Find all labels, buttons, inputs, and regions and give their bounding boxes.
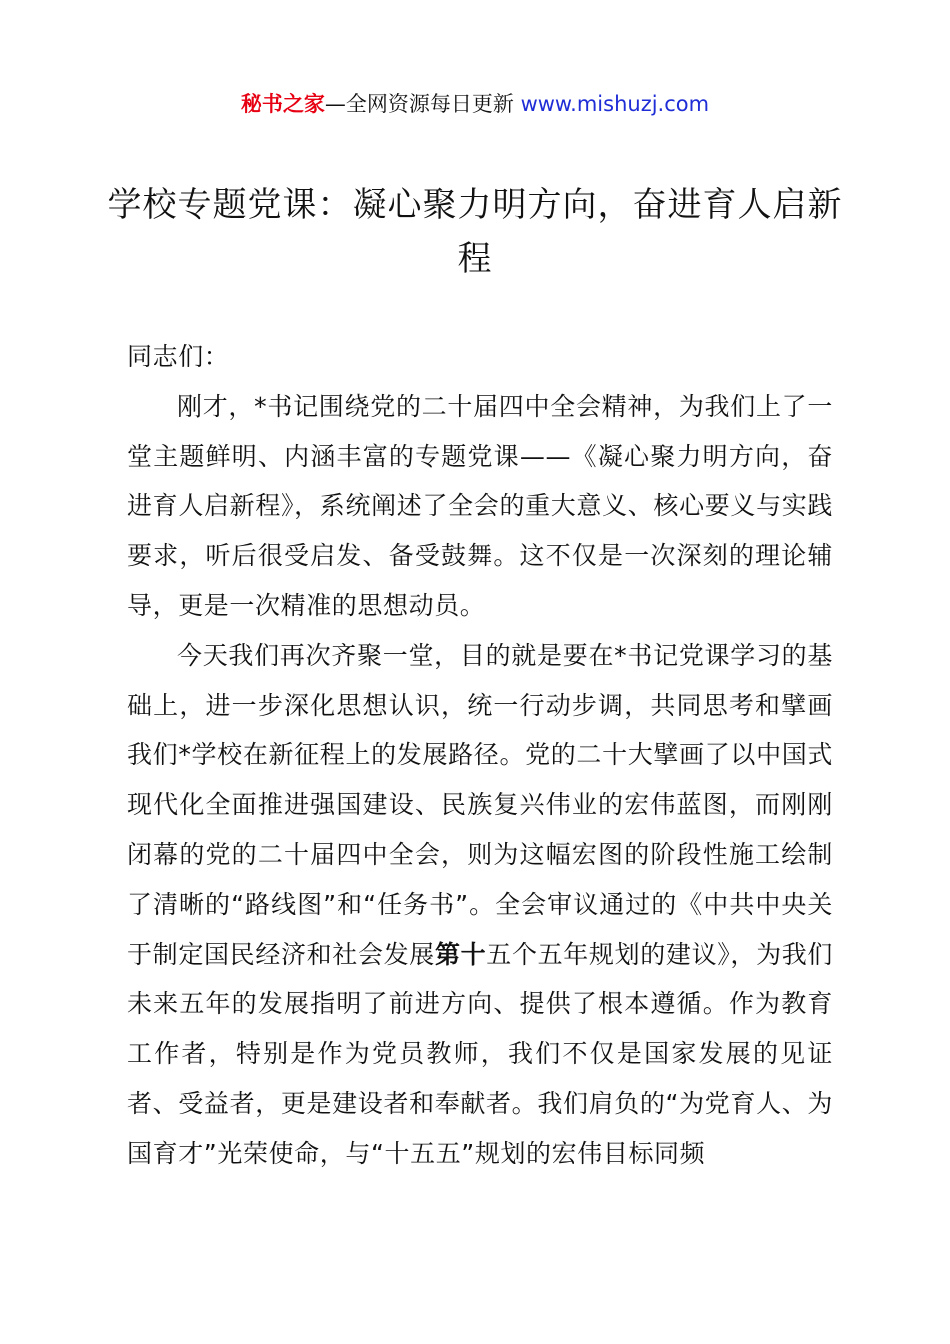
header-url-link[interactable]: www.mishuzj.com [520, 92, 710, 116]
header-slogan: —全网资源每日更新 [324, 92, 521, 116]
salutation: 同志们： [127, 342, 230, 371]
paragraph-2-bold-text: 第十 [434, 939, 487, 969]
paragraph-1: 刚才，*书记围绕党的二十届四中全会精神，为我们上了一堂主题鲜明、内涵丰富的专题党课——《凝心聚力明方向，奋进育人启新程》，系统阐述了全会的重大意义、核心要义与实践要求，听后很受启发、备受鼓舞。这不仅是一次深刻的理论辅导，更是一次精准的思想动员。 [127, 391, 833, 620]
document-body [127, 332, 833, 1179]
paragraph-2 [127, 631, 833, 1179]
paragraph-2-text-a: 今天我们再次齐聚一堂，目的就是要在*书记党课学习的基础上，进一步深化思想认识，统一行动步调，共同思考和擘画我们*学校在新征程上的发展路径。党的二十大擘画了以中国式现代化全面推进强国建设、民族复兴伟业的宏伟蓝图，而刚刚闭幕的党的二十届四中全会，则为这幅宏图的阶段性施工绘制了清晰的“路线图”和“任务书”。全会审议通过的《中共中央关于制定国民经济和社会发展 [127, 640, 833, 969]
paragraph-2-text-b: 五个五年规划的建议》，为我们未来五年的发展指明了前进方向、提供了根本遵循。作为教育工作者，特别是作为党员教师，我们不仅是国家发展的见证者、受益者，更是建设者和奉献者。我们肩负的“为党育人、为国育才”光荣使命，与“十五五”规划的宏伟目标同频 [127, 939, 833, 1168]
header-brand: 秘书之家 [240, 92, 325, 116]
document-title: 学校专题党课：凝心聚力明方向，奋进育人启新程 [107, 185, 843, 279]
page-header [0, 88, 950, 120]
